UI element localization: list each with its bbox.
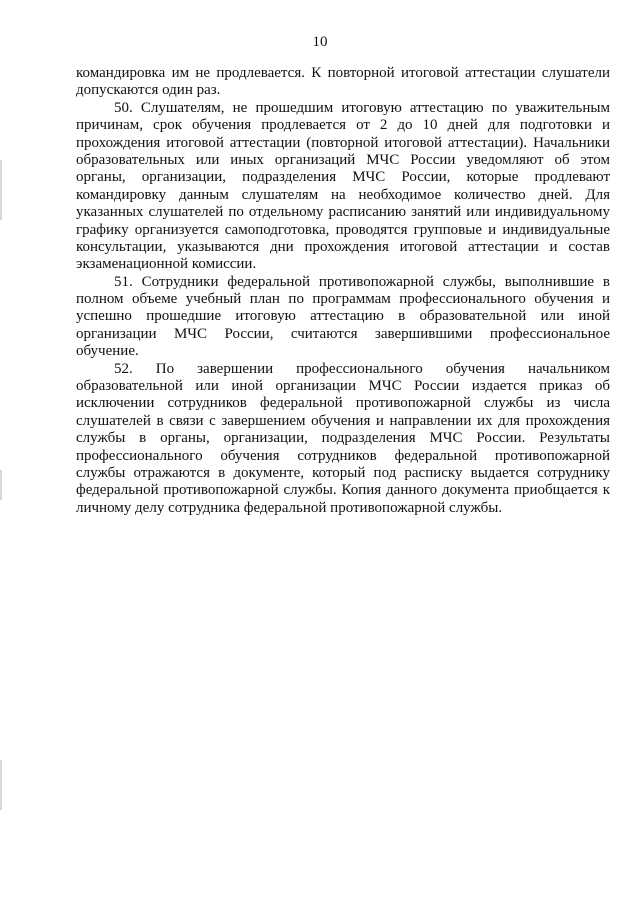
- scan-edge-mark: [0, 160, 2, 220]
- paragraph-line: 50. Слушателям, не прошедшим итоговую аттестацию по уважительным: [114, 99, 610, 116]
- paragraph-line: указанных слушателей по отдельному расписанию занятий или индивидуальному: [76, 204, 610, 221]
- scan-edge-mark: [0, 760, 2, 810]
- page-number: 10: [312, 34, 328, 50]
- paragraph-line: 51. Сотрудники федеральной противопожарной службы, выполнившие в: [114, 273, 610, 290]
- paragraph-line: 52. По завершении профессионального обучения начальником: [114, 360, 610, 377]
- paragraph-line: графику организуется самоподготовка, проводятся групповые и индивидуальные: [76, 221, 610, 238]
- paragraph-line: службы в органы, организации, подразделения МЧС России. Результаты: [76, 430, 610, 447]
- paragraph-line: организации МЧС России, считаются завершившими профессиональное: [76, 325, 610, 342]
- paragraph-line: исключении сотрудников федеральной противопожарной службы из числа: [76, 395, 610, 412]
- paragraph-line: образовательных или иных организаций МЧС России уведомляют об этом: [76, 151, 610, 168]
- paragraph-line: успешно прошедшие итоговую аттестацию в образовательной или иной: [76, 308, 610, 325]
- paragraph-line: службы отражаются в документе, который под расписку выдается сотруднику: [76, 464, 610, 481]
- paragraph-line: слушателей в связи с завершением обучения и направлении их для прохождения: [76, 412, 610, 429]
- paragraph-line: прохождения итоговой аттестации (повторной итоговой аттестации). Начальники: [76, 134, 610, 151]
- paragraph-line: командировку данным слушателям на необходимое количество дней. Для: [76, 186, 610, 203]
- paragraph-line: обучение.: [76, 343, 139, 360]
- scan-edge-mark: [0, 470, 2, 500]
- paragraph-line: личному делу сотрудника федеральной противопожарной службы.: [76, 499, 503, 516]
- paragraph-line: федеральной противопожарной службы. Копия данного документа приобщается к: [76, 482, 610, 499]
- paragraph-line: профессионального обучения сотрудников федеральной противопожарной: [76, 447, 610, 464]
- paragraph-line: командировка им не продлевается. К повторной итоговой аттестации слушатели: [76, 65, 610, 81]
- paragraph-line: органы, организации, подразделения МЧС России, которые продлевают: [76, 169, 610, 186]
- paragraph-line: экзаменационной комиссии.: [76, 256, 257, 273]
- paragraph-line: образовательной или иной организации МЧС России издается приказ об: [76, 378, 610, 395]
- paragraph-line: консультации, указываются дни прохождения итоговой аттестации и состав: [76, 238, 610, 255]
- paragraph-line: полном объеме учебный план по программам профессионального обучения и: [76, 291, 610, 308]
- paragraph-line: причинам, срок обучения продлевается от 2 до 10 дней для подготовки и: [76, 117, 610, 134]
- paragraph-line: допускаются один раз.: [76, 82, 221, 99]
- document-body: [76, 65, 610, 517]
